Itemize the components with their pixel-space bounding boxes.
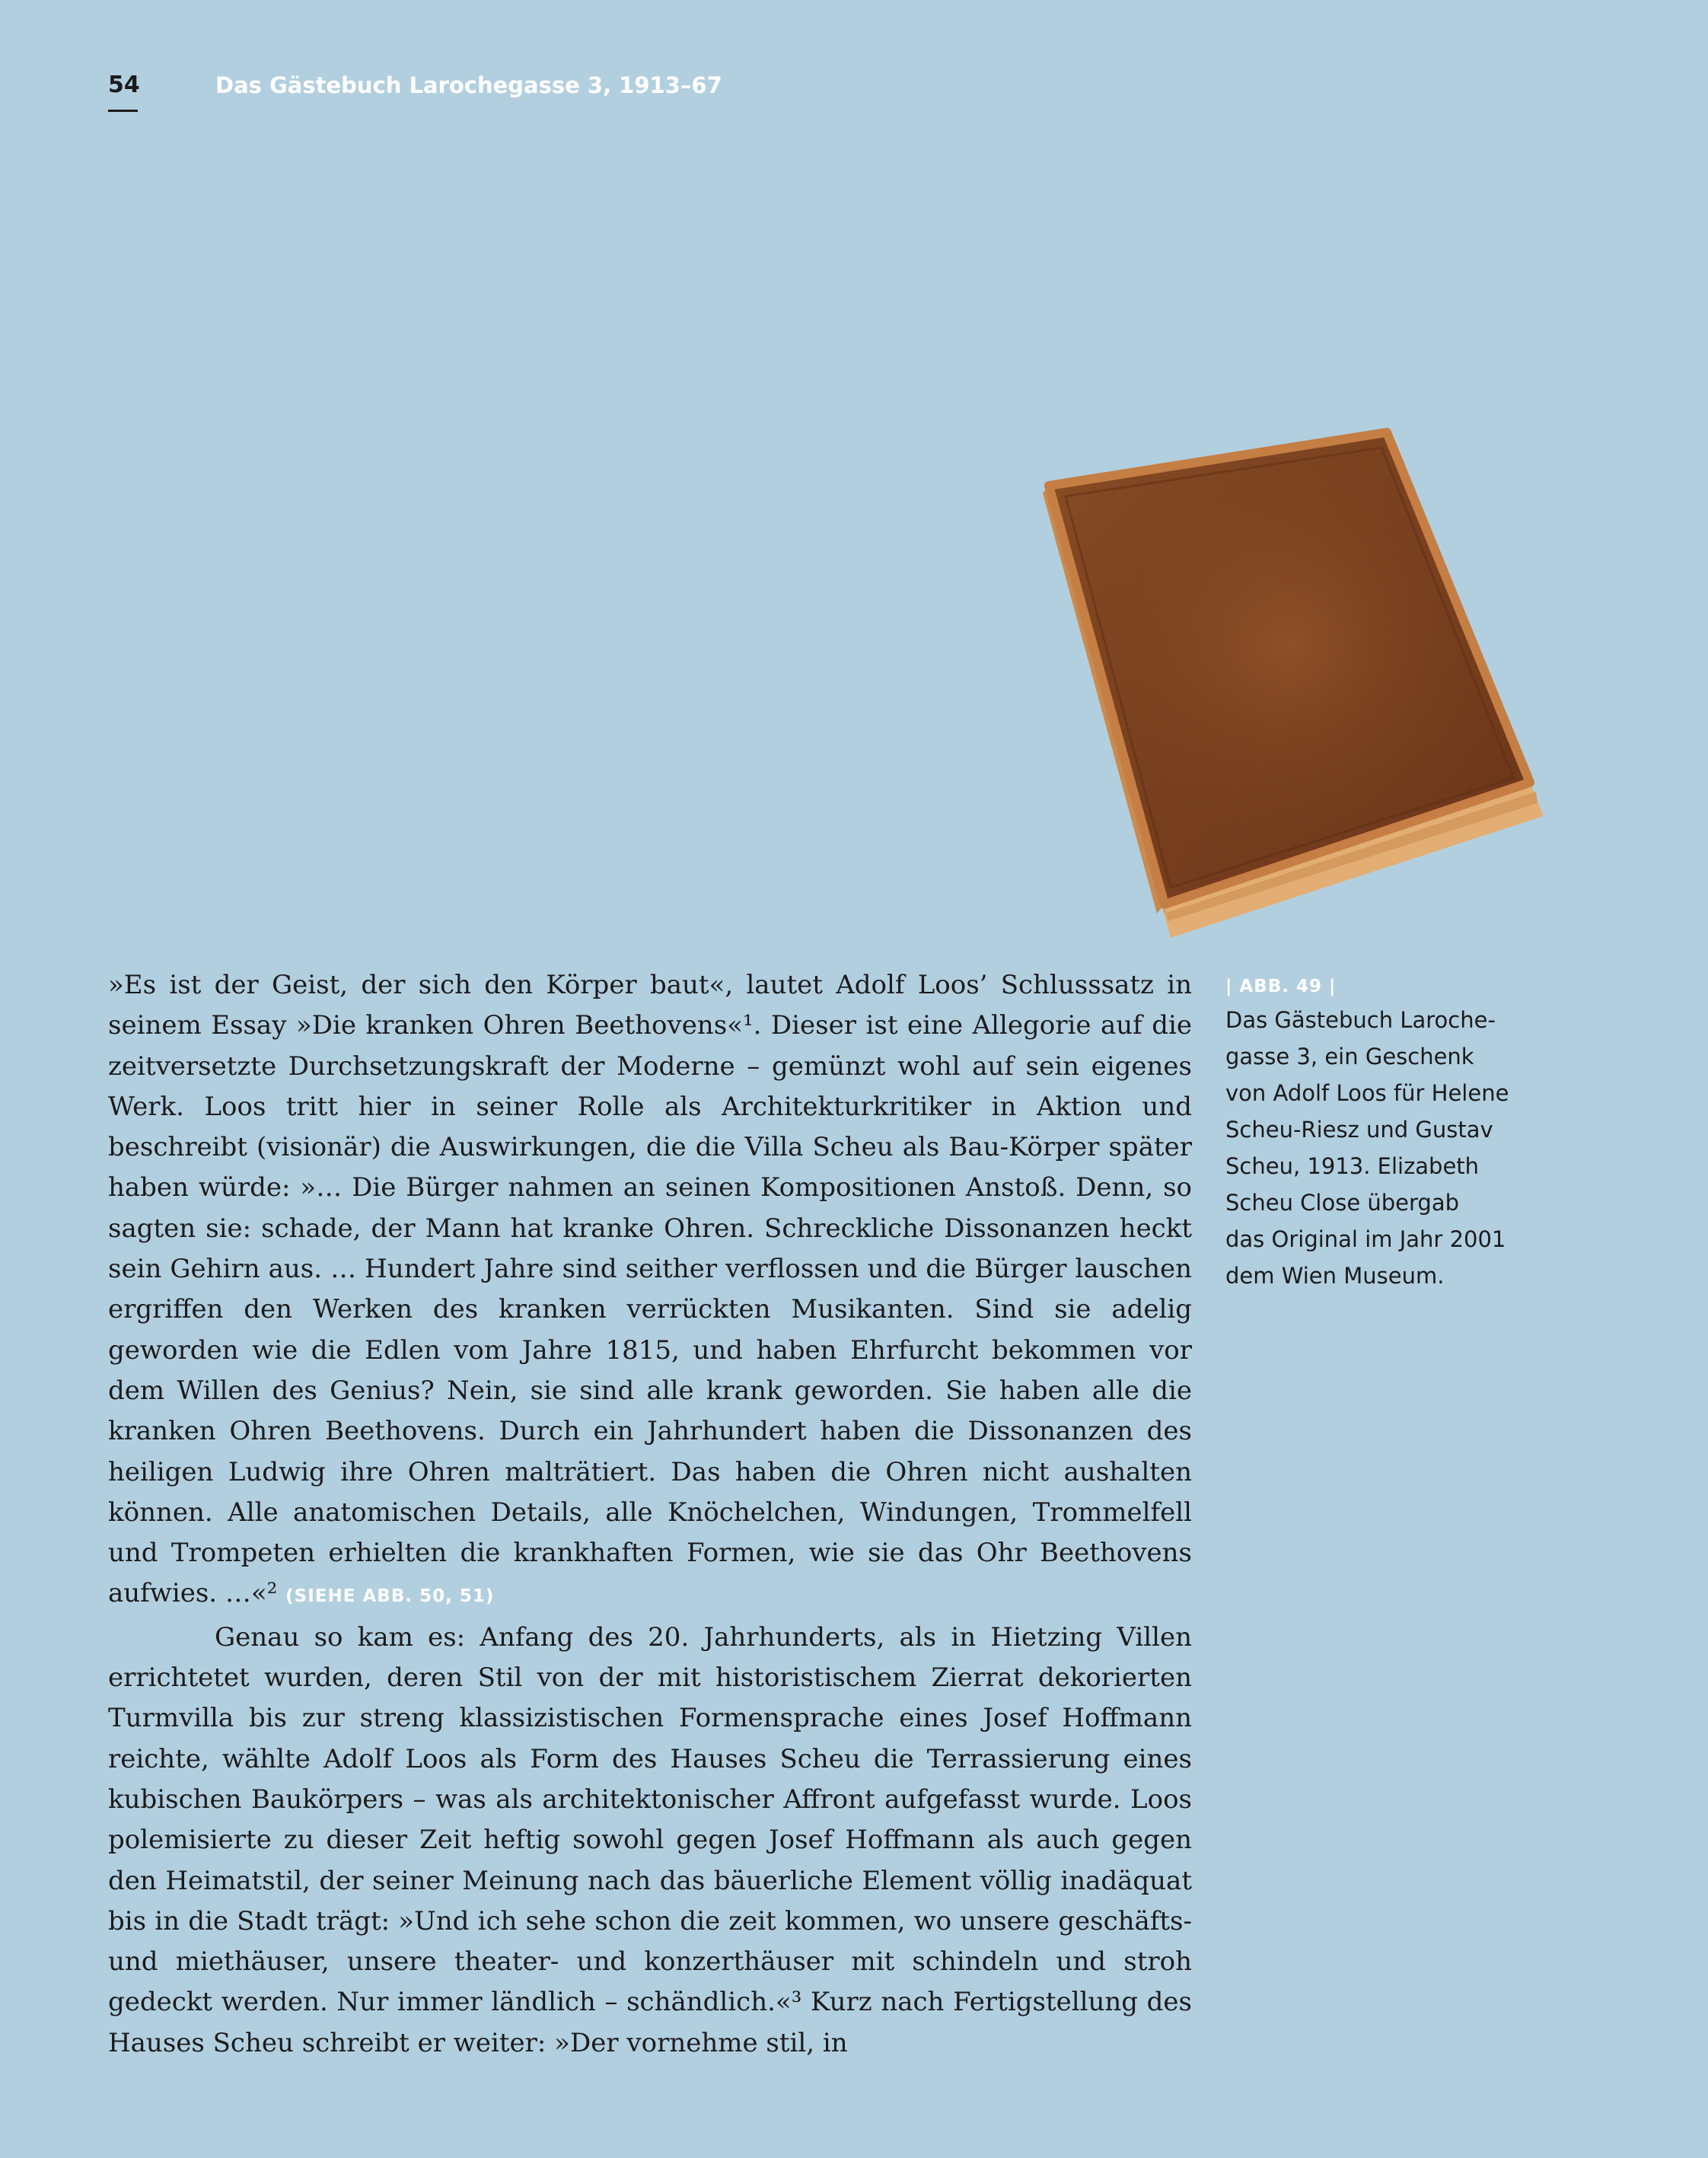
caption-line: dem Wien Museum. xyxy=(1225,1263,1445,1289)
page-number: 54 xyxy=(108,72,140,98)
body-paragraph-2: Genau so kam es: Anfang des 20. Jahrhunderts, als in Hietzing Villen errichtetet wurden, deren Stil von der mit historistischem Zierrat dekorierten Turmvilla bis zur streng klassizistischen Formensprache eines Josef Hoffmann reichte, wählte Adolf Loos als Form des Hauses Scheu die Terrassierung eines kubischen Baukörpers – was als architektonischer Affront aufgefasst wurde. Loos polemisierte zu dieser Zeit heftig sowohl gegen Josef Hoffmann als auch gegen den Heimatstil, der seiner Meinung nach das bäuerliche Element völlig inadäquat bis in die Stadt trägt: »Und ich sehe schon die zeit kommen, wo unsere geschäfts- und miethäuser, unsere theater- und konzerthäuser mit schindeln und stroh gedeckt werden. Nur immer ländlich – schändlich.«³ Kurz nach Fertigstellung des Hauses Scheu schreibt er weiter: »Der vornehme stil, in xyxy=(108,1621,1192,2058)
figure-caption xyxy=(1225,971,1545,1294)
body-text xyxy=(108,965,1192,2064)
caption-line: Scheu, 1913. Elizabeth xyxy=(1225,1153,1480,1179)
caption-line: das Original im Jahr 2001 xyxy=(1225,1226,1506,1252)
body-paragraph-1 xyxy=(108,965,1192,1618)
caption-line: Scheu Close übergab xyxy=(1225,1190,1460,1216)
figure-label: | ABB. 49 | xyxy=(1225,977,1337,996)
guestbook-figure xyxy=(1043,426,1560,944)
body-paragraph-1-text: »Es ist der Geist, der sich den Körper baut«, lautet Adolf Loos’ Schlusssatz in seinem Essay »Die kranken Ohren Beethovens«¹. Dieser ist eine Allegorie auf die zeitversetzte Durchsetzungskraft der Moderne – gemünzt wohl auf sein eigenes Werk. Loos tritt hier in seiner Rolle als Architekturkritiker in Aktion und beschreibt (visionär) die Auswirkungen, die die Villa Scheu als Bau-Körper später haben würde: »… Die Bürger nahmen an seinen Kompositionen Anstoß. Denn, so sagten sie: schade, der Mann hat kranke Ohren. Schreckliche Dissonanzen heckt sein Gehirn aus. … Hundert Jahre sind seither verflossen und die Bürger lauschen ergriffen den Werken des kranken verrückten Musikanten. Sind sie adelig geworden wie die Edlen vom Jahre 1815, und haben Ehrfurcht bekommen vor dem Willen des Genius? Nein, sie sind alle krank geworden. Sie haben alle die kranken Ohren Beethovens. Durch ein Jahrhundert haben die Dissonanzen des heiligen Ludwig ihre Ohren malträtiert. Das haben die Ohren nicht aushalten können. Alle anatomischen Details, alle Knöchelchen, Windungen, Trommelfell und Trompeten erhielten die krankhaften Formen, wie sie das Ohr Beethovens aufwies. …«² xyxy=(108,970,1192,1609)
page-number-rule xyxy=(108,110,138,112)
caption-line: Das Gästebuch Laroche- xyxy=(1225,1007,1496,1033)
caption-line: von Adolf Loos für Helene xyxy=(1225,1080,1509,1106)
caption-line: Scheu-Riesz und Gustav xyxy=(1225,1117,1493,1143)
running-title: Das Gästebuch Larochegasse 3, 1913–67 xyxy=(215,72,722,98)
caption-line: gasse 3, ein Geschenk xyxy=(1225,1044,1474,1069)
guestbook-book-icon xyxy=(1043,426,1560,944)
figure-reference: (SIEHE ABB. 50, 51) xyxy=(285,1586,495,1607)
